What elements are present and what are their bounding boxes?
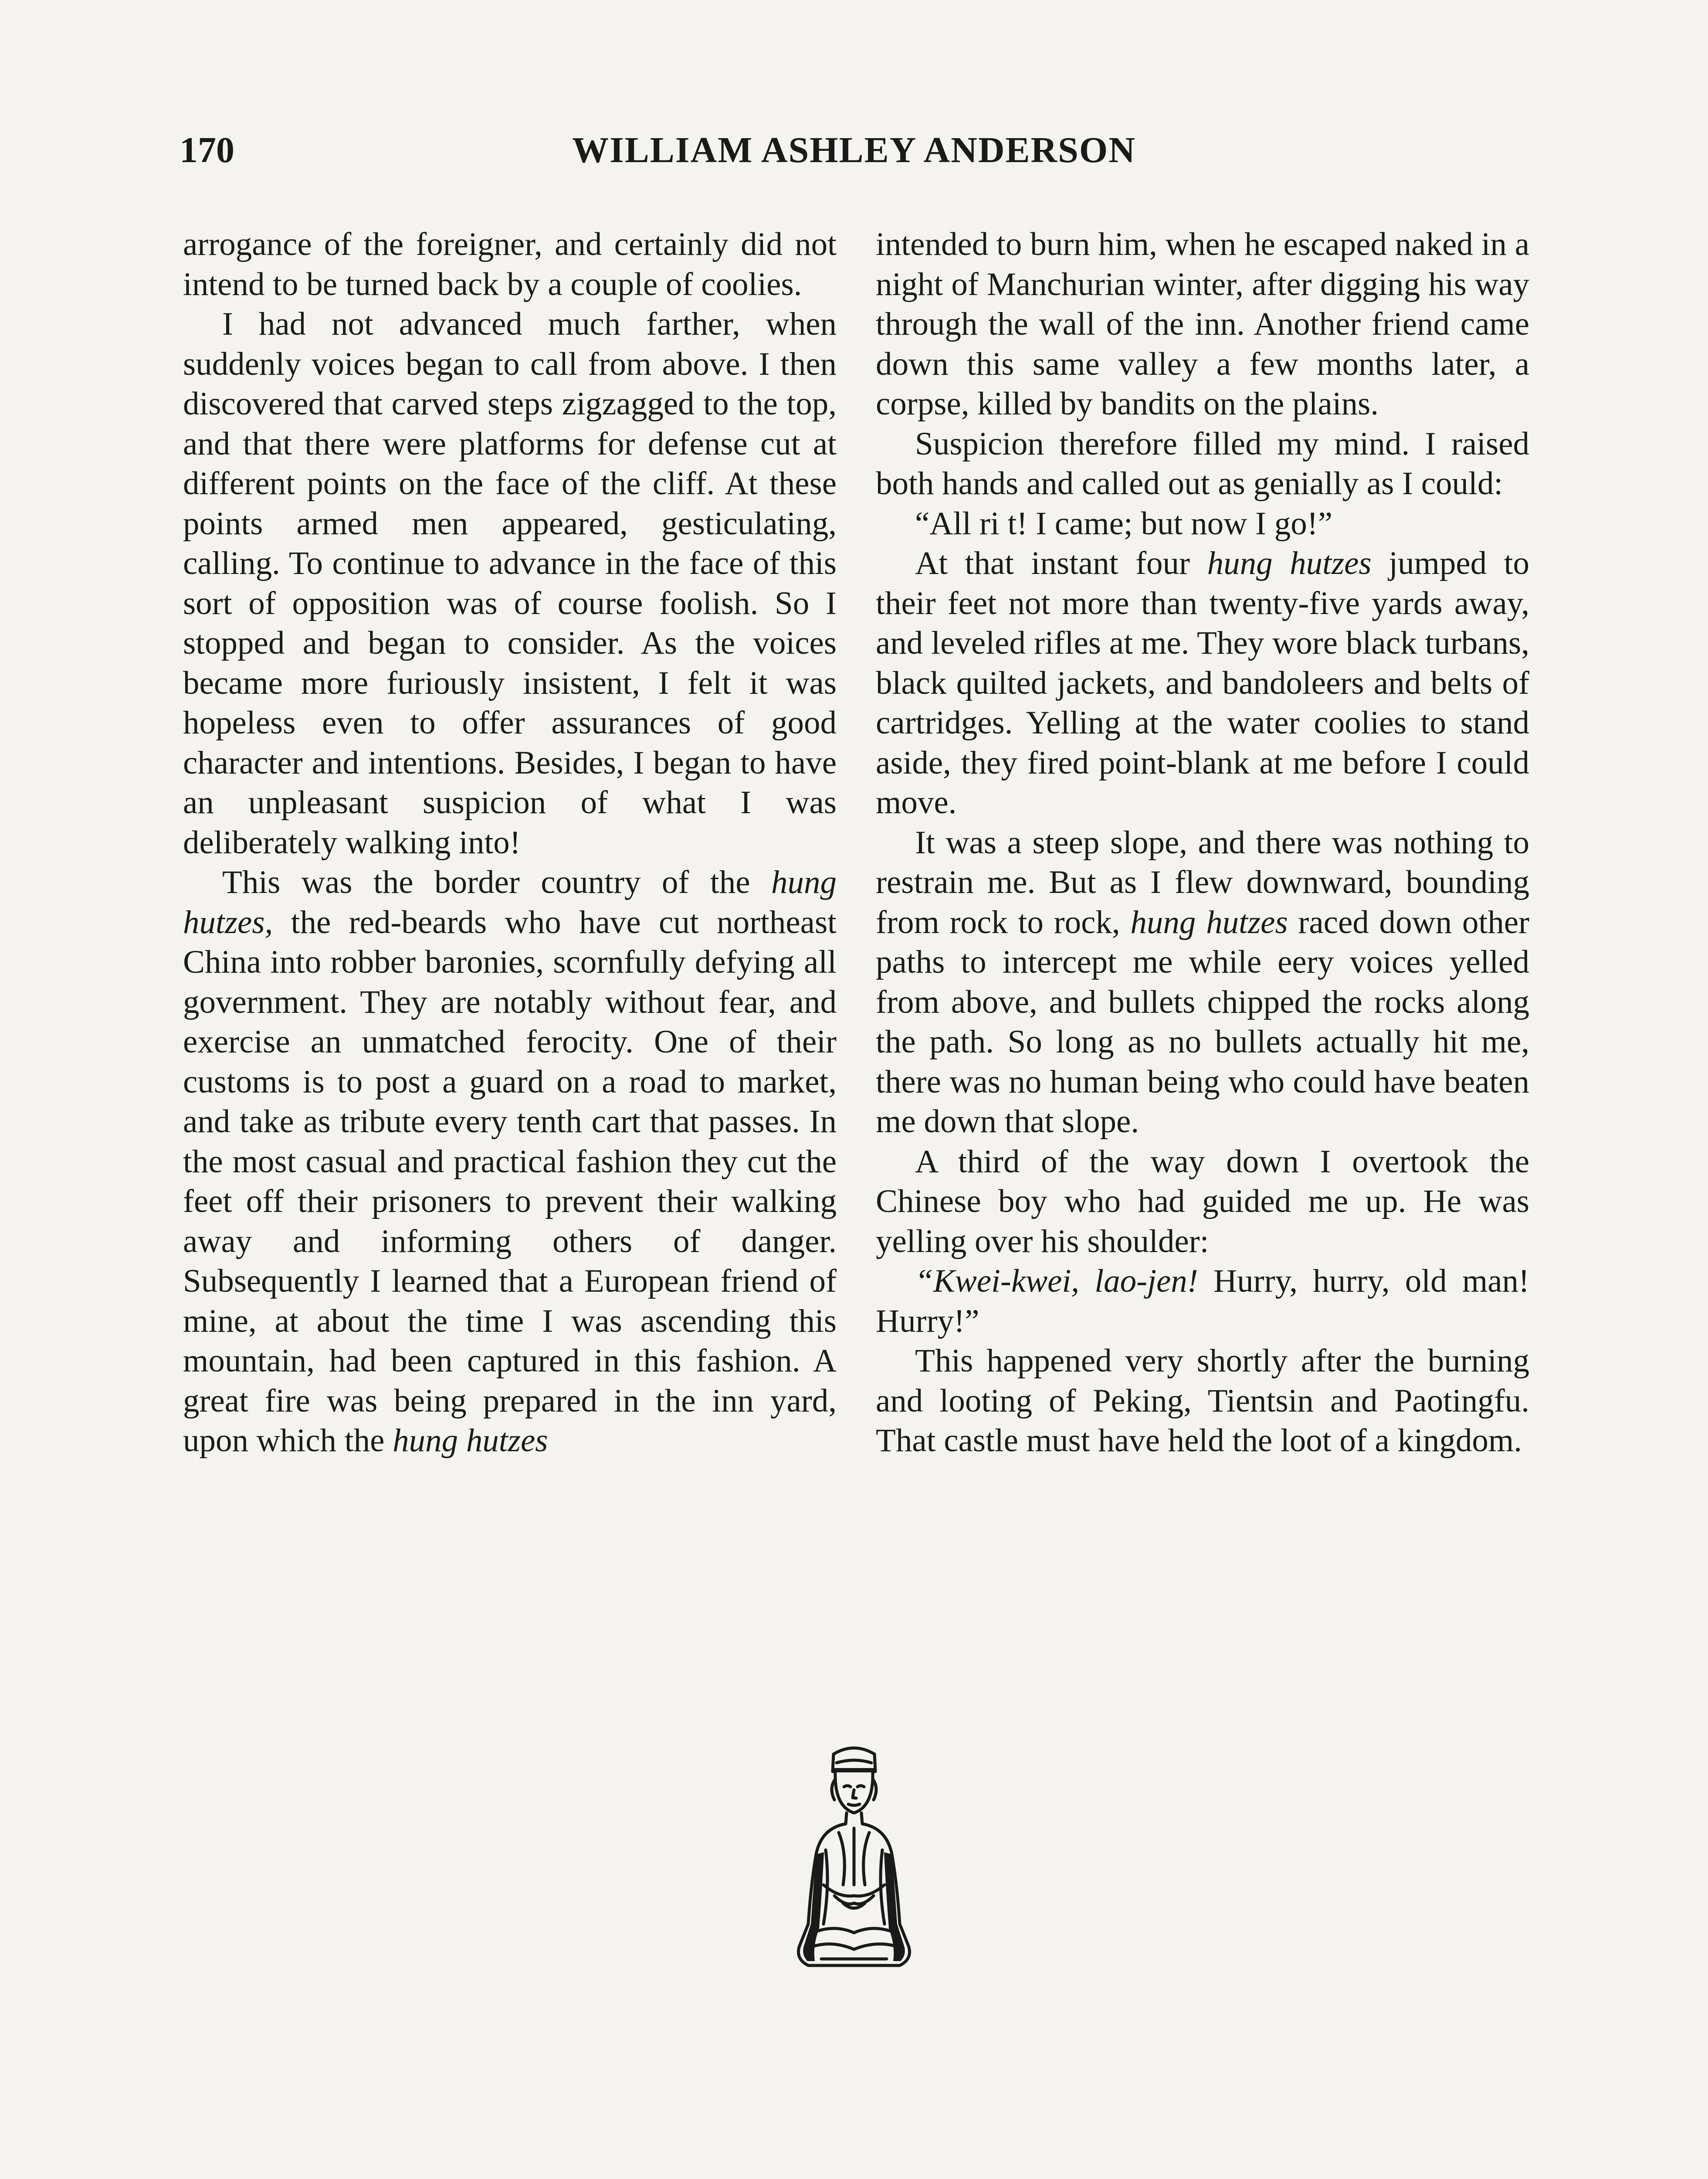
text-run: At that instant four <box>915 545 1207 581</box>
italic-text: hung hutzes <box>393 1422 548 1459</box>
paragraph <box>876 1261 1529 1341</box>
paragraph: Suspicion therefore filled my mind. I raised both hands and called out as genially as I could: <box>876 425 1529 502</box>
italic-text: hung hutzes, <box>183 864 837 940</box>
text-run: It was a steep slope, and there was nothing to restrain me. But as I flew downward, bounding from rock to rock, <box>876 824 1529 940</box>
running-head: WILLIAM ASHLEY ANDERSON <box>572 130 1136 170</box>
seated-figure-icon <box>782 1741 926 1976</box>
paragraph <box>183 862 837 1461</box>
paragraph: I had not advanced much farther, when suddenly voices began to call from above. I then discovered that carved steps zigzagged to the top, and that there were platforms for defense cut at different points on the face of the cliff. At these points armed men appeared, gesticulating, calling. To continue to advance in the face of this sort of opposition was of course foolish. So I stopped and began to consider. As the voices became more furiously insistent, I felt it was hopeless even to offer assurances of good character and intentions. Besides, I began to have an unpleasant suspicion of what I was deliberately walking into! <box>183 306 837 861</box>
italic-text: hung hutzes <box>1130 904 1288 940</box>
right-column <box>876 224 1529 1461</box>
text-run: This was the border country of the <box>222 864 771 900</box>
paragraph <box>876 543 1529 823</box>
text-run: raced down other paths to intercept me while eery voices yelled from above, and bullets chipped the rocks along the path. So long as no bullets actually hit me, there was no human being who could have beaten me down that slope. <box>876 904 1530 1140</box>
italic-text: “Kwei-kwei, lao-jen! <box>915 1263 1198 1299</box>
paragraph <box>876 823 1529 1142</box>
paragraph: arrogance of the foreigner, and certainly did not intend to be turned back by a couple of coolies. <box>183 226 837 302</box>
paragraph: intended to burn him, when he escaped naked in a night of Manchurian winter, after digging his way through the wall of the inn. Another friend came down this same valley a few months later, a corpse, killed by bandits on the plains. <box>876 226 1529 422</box>
text-run: jumped to their feet not more than twenty-five yards away, and leveled rifles at me. They wore black turbans, black quilted jackets, and bandoleers and belts of cartridges. Yelling at the water coolies to stand aside, they fired point-blank at me before I could move. <box>876 545 1530 821</box>
paragraph: A third of the way down I overtook the Chinese boy who had guided me up. He was yelling over his shoulder: <box>876 1143 1529 1259</box>
text-run: Hurry, hurry, old man! Hurry!” <box>876 1263 1529 1339</box>
left-column <box>183 224 837 1461</box>
page-number: 170 <box>180 130 234 170</box>
text-run: the red-beards who have cut northeast China into robber baronies, scornfully defying all government. They are notably without fear, and exercise an unmatched ferocity. One of their customs is to post a guard on a road to market, and take as tribute every tenth cart that passes. In the most casual and practical fashion they cut the feet off their prisoners to prevent their walking away and informing others of danger. Subsequently I learned that a European friend of mine, at about the time I was ascending this mountain, had been captured in this fashion. A great fire was being prepared in the inn yard, upon which the <box>183 904 837 1459</box>
paragraph: “All ri t! I came; but now I go!” <box>915 505 1333 542</box>
italic-text: hung hutzes <box>1207 545 1372 581</box>
paragraph: This happened very shortly after the burning and looting of Peking, Tientsin and Paotingfu. That castle must have held the loot of a kingdom. <box>876 1343 1529 1459</box>
